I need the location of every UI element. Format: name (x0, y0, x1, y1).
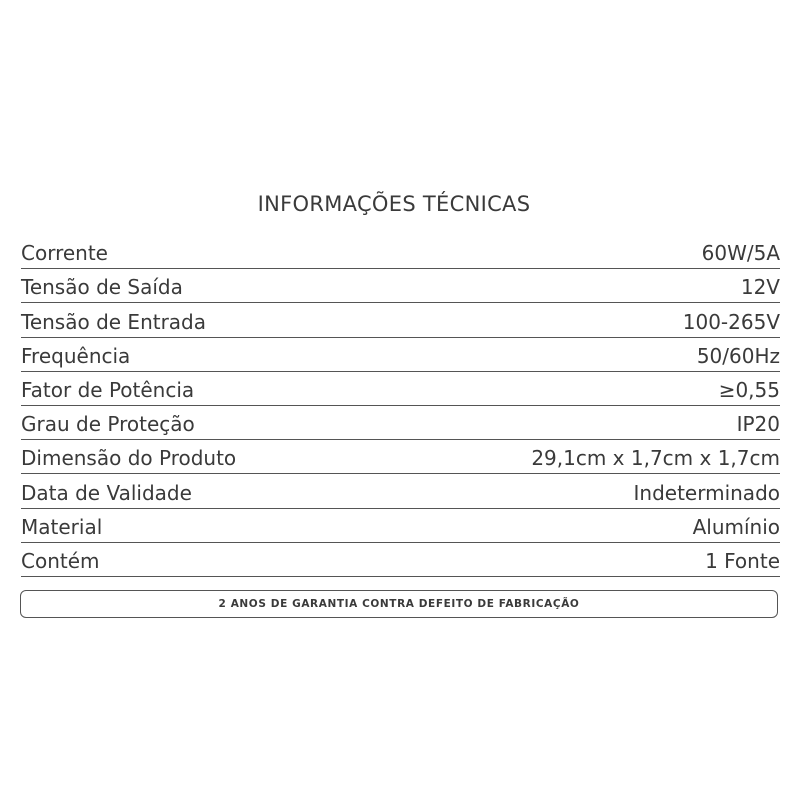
spec-label: Tensão de Entrada (21, 309, 207, 334)
spec-value: Alumínio (692, 514, 780, 539)
spec-row-data-validade (21, 474, 780, 508)
spec-value: ≥0,55 (718, 377, 780, 402)
warranty-banner (20, 590, 778, 618)
spec-value: 12V (740, 275, 780, 300)
spec-row-fator-potencia (21, 372, 780, 406)
spec-label: Grau de Proteção (21, 412, 195, 437)
spec-row-tensao-saida (21, 269, 780, 303)
spec-row-corrente (21, 235, 780, 269)
spec-row-tensao-entrada (21, 303, 780, 337)
spec-row-material (21, 509, 780, 543)
spec-row-frequencia (21, 338, 780, 372)
spec-label: Contém (21, 548, 100, 573)
spec-row-dimensao (21, 440, 780, 474)
spec-label: Dimensão do Produto (21, 446, 237, 471)
page-title: INFORMAÇÕES TÉCNICAS (257, 192, 531, 216)
spec-table (21, 235, 780, 577)
spec-value: 100-265V (682, 309, 780, 334)
warranty-text: 2 ANOS DE GARANTIA CONTRA DEFEITO DE FABRICAÇÃO (218, 598, 580, 610)
spec-value: 60W/5A (701, 241, 780, 266)
spec-label: Frequência (21, 343, 131, 368)
spec-value: 50/60Hz (696, 343, 780, 368)
spec-label: Material (21, 514, 103, 539)
spec-value: 29,1cm x 1,7cm x 1,7cm (531, 446, 780, 471)
spec-row-contem (21, 543, 780, 577)
spec-value: Indeterminado (633, 480, 780, 505)
spec-label: Fator de Potência (21, 377, 195, 402)
spec-value: 1 Fonte (705, 548, 780, 573)
spec-label: Data de Validade (21, 480, 192, 505)
spec-row-grau-protecao (21, 406, 780, 440)
spec-label: Corrente (21, 241, 108, 266)
spec-label: Tensão de Saída (21, 275, 183, 300)
spec-value: IP20 (736, 412, 780, 437)
